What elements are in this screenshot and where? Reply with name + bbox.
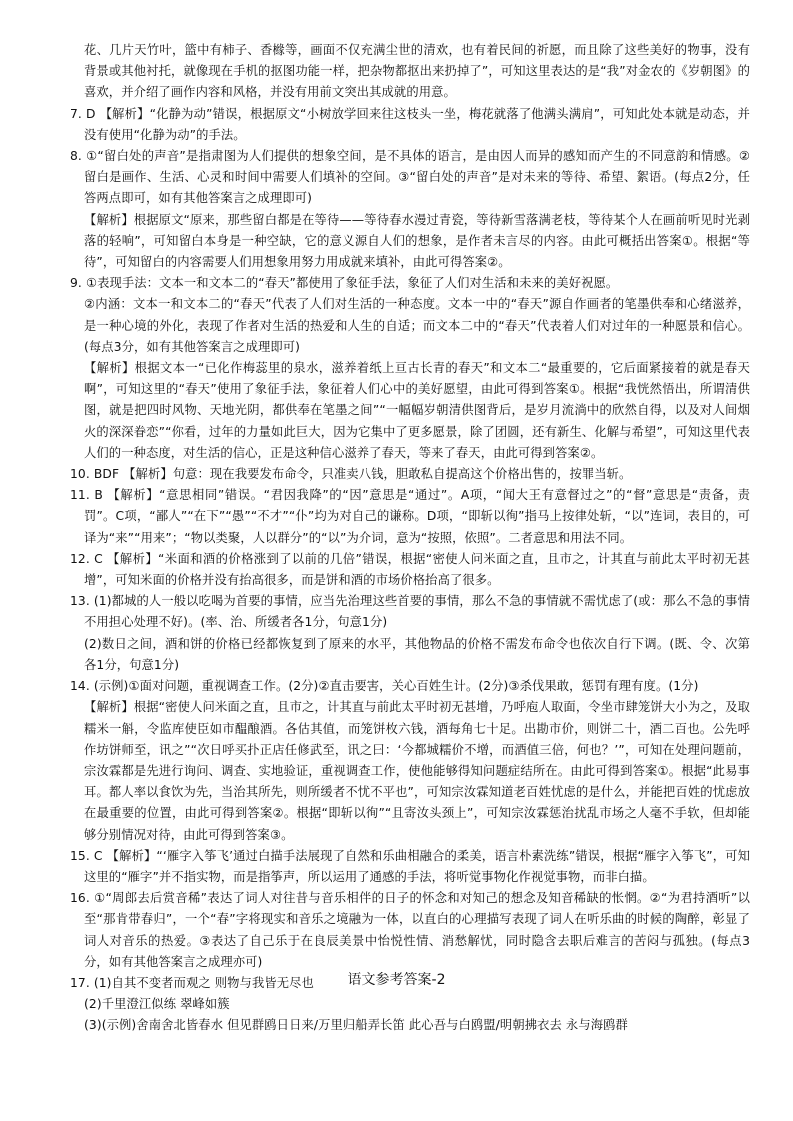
text-line: 花、几片天竹叶，篮中有柿子、香橼等，画面不仅充满尘世的清欢，也有着民间的祈愿，而且除了这些美好的物事，没有背景或其他衬托，就像现在手机的抠图功能一样，把杂物都抠出来扔掉了”，可知这里表达的是“我”对金农的《岁朝图》的喜欢，并介绍了画作内容和风格，并没有用前文突出其成就的用意。 (84, 43, 750, 100)
answer-12: 12. C 【解析】“米面和酒的价格涨到了以前的几倍”错误，根据“密使人问米面之直，且市之，计其直与前此太平时初无甚增”，可知米面的价格并没有抬高很多，而是饼和酒的市场价格抬高了很多。 (70, 551, 750, 588)
analysis-9: 【解析】根据文本一“已化作梅蕊里的泉水，滋养着纸上亘古长青的春天”和文本二“最重要的，它后面紧接着的就是春天啊”，可知这里的“春天”使用了象征手法，象征着人们心中的美好愿望，由此可得到答案①。根据“我恍然悟出，所谓清供图，就是把四时风物、天地光阴，都供奉在笔墨之间”“一幅幅岁朝清供图背后，是岁月流淌中的欣然自得，以及对人间烟火的深深眷恋”“你看，过年的力量如此巨大，因为它集中了更多愿景，除了团圆，还有新生、化解与希望”，可知这里代表人们的一种态度，对生活的信心，正是这种信心滋养了春天，等来了春天，由此可得到答案②。 (84, 361, 750, 460)
answer-7: 7. D 【解析】“化静为动”错误，根据原文“小树放学回来往这枝头一坐，梅花就落了他满头满肩”，可知此处本就是动态，并没有使用“化静为动”的手法。 (70, 106, 750, 142)
analysis-8: 【解析】根据原文“原来，那些留白都是在等待——等待春水漫过青瓷，等待新雪落满老枝，等待某个人在画前听见时光剥落的轻响”，可知留白本身是一种空缺，它的意义源自人们的想象，是作者未言尽的内容。由此可概括出答案①。根据“等待”，可知留白的内容需要人们用想象用努力用成就来填补，由此可得答案②。 (84, 212, 750, 270)
answer-14: 14. (示例)①面对问题，重视调查工作。(2分)②直击要害，关心百姓生计。(2分)③杀伐果敢，惩罚有理有度。(1分) (70, 679, 699, 694)
answer-15: 15. C 【解析】“‘雁字入筝飞’通过白描手法展现了自然和乐曲相融合的柔美，语言朴素洗练”错误，根据“雁字入筝飞”，可知这里的“雁字”并不指实物，而是指筝声，所以运用了通感的手法，将听觉事物化作视觉事物，而非白描。 (70, 848, 750, 884)
answer-13-2: (2)数日之间，酒和饼的价格已经都恢复到了原来的水平，其他物品的价格不需发布命令也依次自行下调。(既、令、次第各1分，句意1分) (84, 636, 750, 672)
answer-16: 16. ①“周郎去后赏音稀”表达了词人对往昔与音乐相伴的日子的怀念和对知己的想念及知音稀缺的怅惘。②“为君持酒听”以至“那肯带春归”，一个“春”字将现实和音乐之境融为一体，以直白的心理描写表现了词人在听乐曲的时候的陶醉，彰显了词人对音乐的热爱。③表达了自己乐于在良辰美景中怡悦性情、消愁解忧，同时隐含去职后难言的苦闷与孤独。(每点3分，如有其他答案言之成理亦可) (70, 891, 750, 969)
answer-13-1: 13. (1)都城的人一般以吃喝为首要的事情，应当先治理这些首要的事情，那么不急的事情就不需忧虑了(或：那么不急的事情不用担心处理不好)。(率、治、所缓者各1分，句意1分) (70, 594, 750, 630)
answer-content (70, 40, 750, 1037)
answer-9-part2: ②内涵：文本一和文本二的“春天”代表了人们对生活的一种态度。文本一中的“春天”源自作画者的笔墨供奉和心绪滋养，是一种心境的外化，表现了作者对生活的热爱和人生的自适；而文本二中的“春天”代表着人们对过年的一种愿景和信心。(每点3分，如有其他答案言之成理即可) (84, 297, 750, 354)
answer-8: 8. ①“留白处的声音”是指肃图为人们提供的想象空间，是不具体的语言，是由因人而异的感知而产生的不同意韵和情感。②留白是画作、生活、心灵和时间中需要人们填补的空间。③“留白处的声音”是对未来的等待、希望、絮语。(每点2分，任答两点即可，如有其他答案言之成理即可) (70, 149, 750, 206)
analysis-14: 【解析】根据“密使人问米面之直，且市之，计其直与前此太平时初无甚增，乃呼庖人取面，令坐市肆笼饼大小为之，及取糯米一斛，令监库使臣如市醖酿酒。各估其值，而笼饼枚六钱，酒每角七十足。出勘市价，则饼二十，酒二百也。公先呼作坊饼师至，讯之”“次日呼买扑正店任修武至，讯之曰：‘今都城糯价不增，而酒值三倍，何也？’”，可知在处理问题前，宗汝霖都是先进行询问、调查、实地验证，重视调查工作，使他能够得知问题症结所在。由此可得到答案①。根据“此易事耳。都人率以食饮为先，当治其所先，则所缓者不忧不平也”，可知宗汝霖知道老百姓忧虑的是什么，并能把百姓的忧虑放在最重要的位置，由此可得到答案②。根据“即斩以徇”“且寄汝头颈上”，可知宗汝霖惩治扰乱市场之人毫不手软，但却能够分别情况对待，由此可得到答案③。 (84, 700, 750, 842)
answer-11: 11. B 【解析】“意思相同”错误。“君因我降”的“因”意思是“通过”。A项，“闻大王有意督过之”的“督”意思是“责备，责罚”。C项，“鄙人”“在下”“愚”“不才”“仆”均为对自己的谦称。D项，“即斩以徇”指马上按律处斩，“以”连词，表目的，可译为“来”“用来”；“物以类聚，人以群分”的“以”为介词，意为“按照，依照”。二者意思和用法不同。 (70, 488, 750, 545)
answer-17-1: 17. (1)自其不变者而观之 则物与我皆无尽也 (70, 975, 314, 990)
answer-10: 10. BDF 【解析】句意：现在我要发布命令，只准卖八钱，胆敢私自提高这个价格出售的，按罪当斩。 (70, 467, 632, 482)
answer-9: 9. ①表现手法：文本一和文本二的“春天”都使用了象征手法，象征了人们对生活和未来的美好祝愿。 (70, 276, 619, 291)
page-footer: 语文参考答案-2 (347, 972, 446, 988)
answer-17-2: (2)千里澄江似练 翠峰如簇 (84, 997, 230, 1012)
answer-17-3: (3)(示例)舍南舍北皆春水 但见群鸥日日来/万里归船弄长笛 此心吾与白鸥盟/明朝拂衣去 永与海鸥群 (84, 1018, 628, 1033)
